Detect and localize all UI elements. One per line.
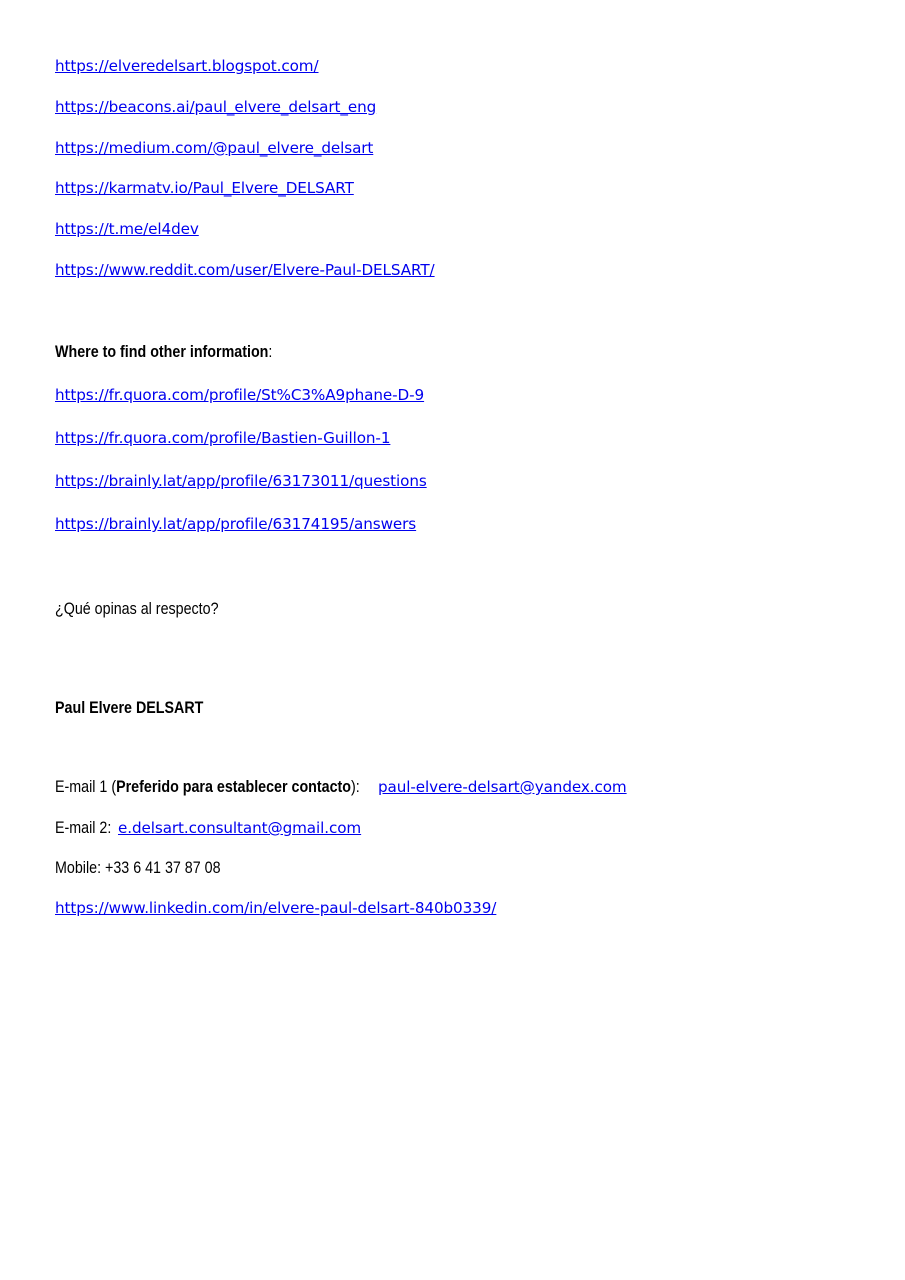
email2-row bbox=[55, 818, 362, 839]
email1-link[interactable]: paul-elvere-delsart@yandex.com bbox=[378, 778, 627, 796]
link-brainly-questions[interactable]: https://brainly.lat/app/profile/63173011/questions bbox=[55, 472, 427, 490]
link-brainly-answers[interactable]: https://brainly.lat/app/profile/63174195/answers bbox=[55, 515, 417, 533]
link-linkedin[interactable]: https://www.linkedin.com/in/elvere-paul-delsart-840b0339/ bbox=[55, 899, 497, 917]
link-quora-stephane[interactable]: https://fr.quora.com/profile/St%C3%A9phane-D-9 bbox=[55, 386, 425, 404]
link-blogspot[interactable]: https://elveredelsart.blogspot.com/ bbox=[55, 57, 319, 75]
link-reddit[interactable]: https://www.reddit.com/user/Elvere-Paul-DELSART/ bbox=[55, 261, 435, 279]
signature-name-label: Paul Elvere DELSART bbox=[55, 698, 204, 717]
mobile-row bbox=[55, 858, 252, 879]
email2-link[interactable]: e.delsart.consultant@gmail.com bbox=[118, 819, 362, 837]
question-text bbox=[55, 599, 250, 620]
email1-label bbox=[55, 777, 360, 797]
link-telegram[interactable]: https://t.me/el4dev bbox=[55, 220, 199, 238]
link-quora-bastien[interactable]: https://fr.quora.com/profile/Bastien-Guillon-1 bbox=[55, 429, 391, 447]
info-heading bbox=[55, 342, 314, 363]
info-heading-colon: : bbox=[268, 342, 273, 361]
link-karmatv[interactable]: https://karmatv.io/Paul_Elvere_DELSART bbox=[55, 179, 354, 197]
email1-row bbox=[55, 777, 627, 798]
email2-label: E-mail 2: bbox=[55, 818, 112, 837]
info-heading-label: Where to find other information bbox=[55, 342, 269, 361]
email1-prefix: E-mail 1 ( bbox=[55, 777, 117, 796]
email1-suffix: ): bbox=[351, 777, 360, 796]
signature-name bbox=[55, 698, 232, 719]
email1-preferred-note: Preferido para establecer contacto bbox=[116, 777, 352, 796]
mobile-number: Mobile: +33 6 41 37 87 08 bbox=[55, 858, 221, 877]
link-medium[interactable]: https://medium.com/@paul_elvere_delsart bbox=[55, 139, 374, 157]
question-label: ¿Qué opinas al respecto? bbox=[55, 599, 219, 618]
link-beacons[interactable]: https://beacons.ai/paul_elvere_delsart_eng bbox=[55, 98, 377, 116]
